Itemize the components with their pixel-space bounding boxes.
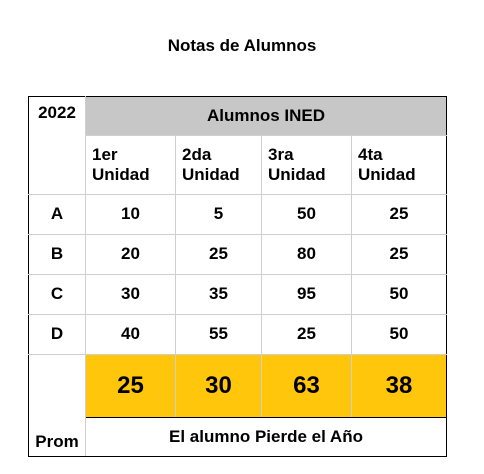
- row-label: A: [29, 195, 86, 235]
- table-row: [29, 235, 447, 275]
- row-label: C: [29, 275, 86, 315]
- unit-header-3: 3ra Unidad: [262, 136, 352, 195]
- table-row: [29, 275, 447, 315]
- grade-cell: 20: [86, 235, 176, 275]
- grade-cell: 25: [352, 235, 447, 275]
- table-row: [29, 315, 447, 355]
- average-cell: 25: [86, 355, 176, 418]
- grade-cell: 55: [176, 315, 262, 355]
- grade-cell: 35: [176, 275, 262, 315]
- grade-cell: 50: [262, 195, 352, 235]
- row-label: B: [29, 235, 86, 275]
- unit-header-2: 2da Unidad: [176, 136, 262, 195]
- result-message: El alumno Pierde el Año: [86, 418, 447, 457]
- prom-label: Prom: [29, 355, 86, 457]
- grade-cell: 80: [262, 235, 352, 275]
- grade-cell: 40: [86, 315, 176, 355]
- grade-cell: 50: [352, 315, 447, 355]
- grades-table: [28, 96, 447, 457]
- grade-cell: 50: [352, 275, 447, 315]
- average-cell: 38: [352, 355, 447, 418]
- grade-cell: 30: [86, 275, 176, 315]
- grade-cell: 10: [86, 195, 176, 235]
- unit-header-1: 1er Unidad: [86, 136, 176, 195]
- unit-header-4: 4ta Unidad: [352, 136, 447, 195]
- row-label: D: [29, 315, 86, 355]
- grade-cell: 95: [262, 275, 352, 315]
- year-cell: 2022: [29, 97, 86, 195]
- page-title: Notas de Alumnos: [167, 36, 317, 55]
- average-cell: 63: [262, 355, 352, 418]
- grade-cell: 25: [262, 315, 352, 355]
- table-row: [29, 195, 447, 235]
- grade-cell: 25: [352, 195, 447, 235]
- grade-cell: 25: [176, 235, 262, 275]
- grade-cell: 5: [176, 195, 262, 235]
- average-cell: 30: [176, 355, 262, 418]
- group-header: Alumnos INED: [86, 97, 447, 136]
